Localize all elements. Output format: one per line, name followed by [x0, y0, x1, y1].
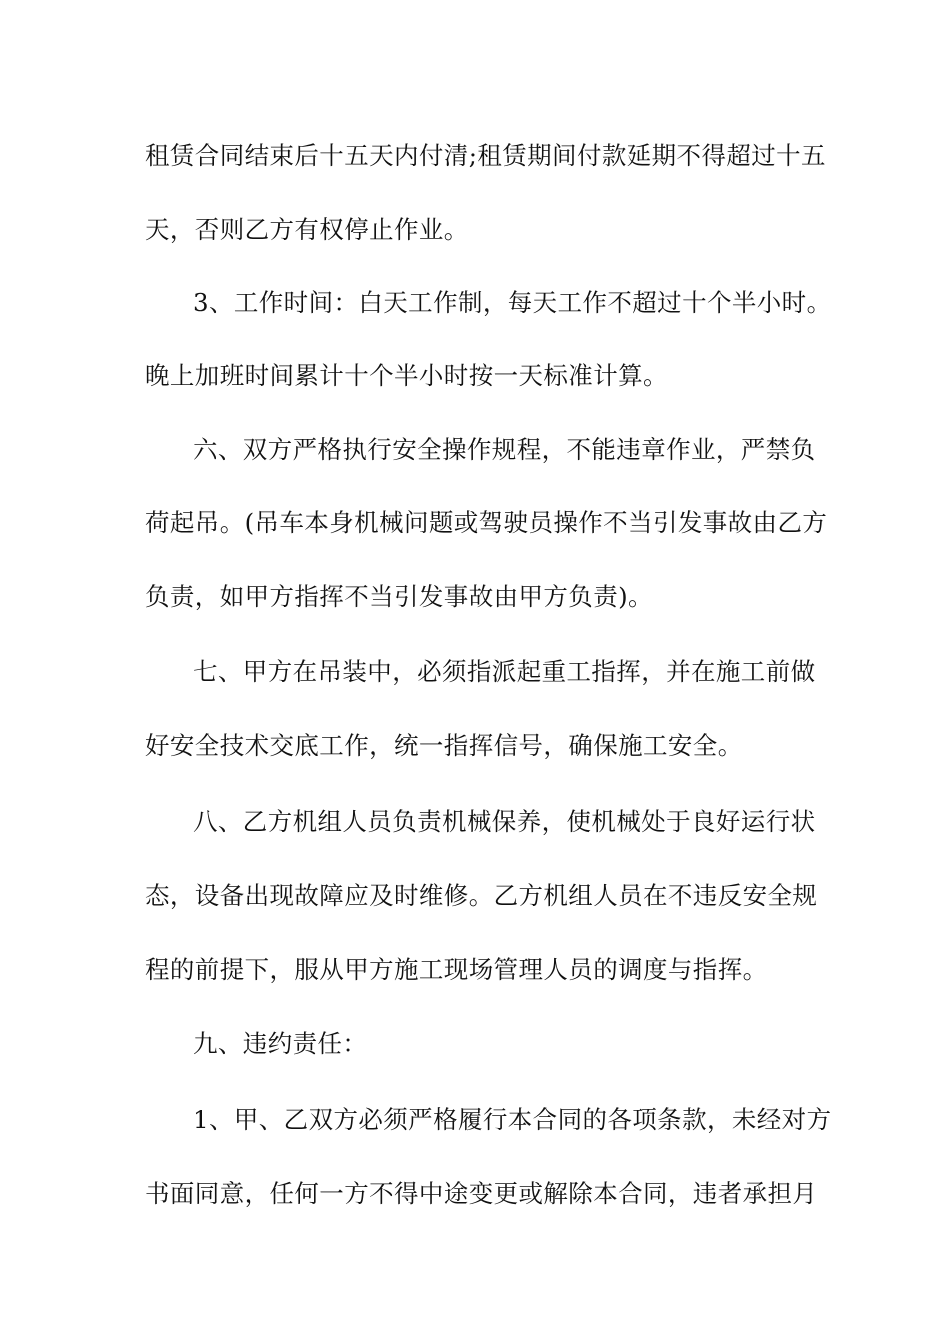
text-line: 程的前提下，服从甲方施工现场管理人员的调度与指挥。 — [145, 955, 768, 984]
text-line: 好安全技术交底工作，统一指挥信号，确保施工安全。 — [145, 731, 743, 760]
text-line: 租赁合同结束后十五天内付清;租赁期间付款延期不得超过十五 — [145, 141, 826, 170]
text-line: 书面同意，任何一方不得中途变更或解除本合同，违者承担月 — [145, 1179, 818, 1208]
text-line: 负责，如甲方指挥不当引发事故由甲方负责)。 — [145, 582, 653, 611]
paragraph-start-line: 1、甲、乙双方必须严格履行本合同的各项条款，未经对方 — [193, 1105, 832, 1134]
text-line: 晚上加班时间累计十个半小时按一天标准计算。 — [145, 361, 668, 390]
paragraph-start-line: 八、乙方机组人员负责机械保养，使机械处于良好运行状 — [193, 807, 816, 836]
paragraph-start-line: 七、甲方在吊装中，必须指派起重工指挥，并在施工前做 — [193, 657, 816, 686]
paragraph-start-line: 3、工作时间：白天工作制，每天工作不超过十个半小时。 — [193, 288, 832, 317]
text-line: 荷起吊。(吊车本身机械问题或驾驶员操作不当引发事故由乙方 — [145, 508, 828, 537]
text-line: 态，设备出现故障应及时维修。乙方机组人员在不违反安全规 — [145, 881, 818, 910]
text-line: 天，否则乙方有权停止作业。 — [145, 215, 469, 244]
paragraph-start-line: 六、双方严格执行安全操作规程，不能违章作业，严禁负 — [193, 435, 816, 464]
section-heading: 九、违约责任： — [193, 1029, 368, 1058]
